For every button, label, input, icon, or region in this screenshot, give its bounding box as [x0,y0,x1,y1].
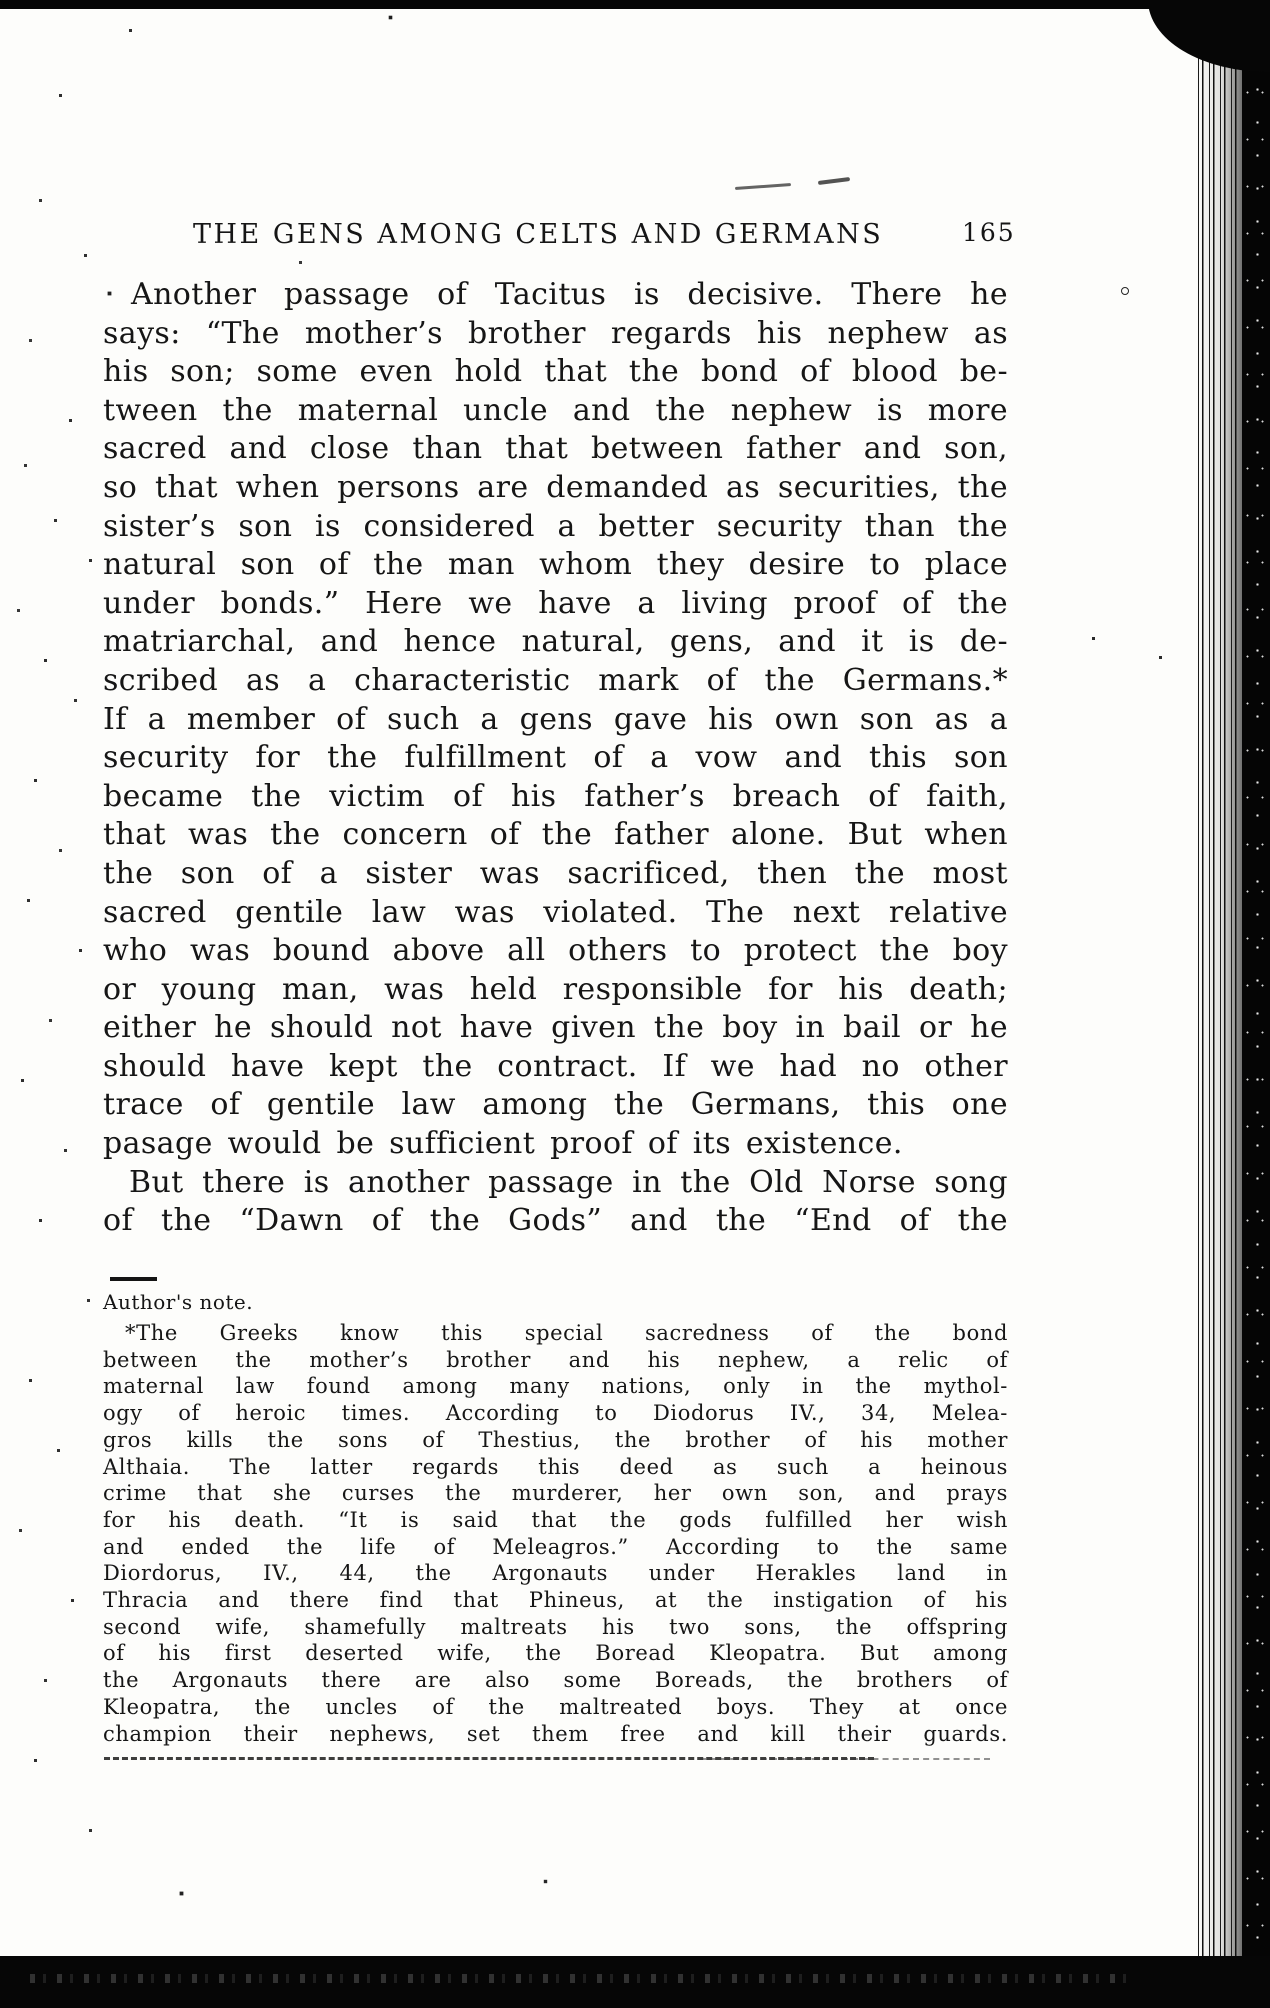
text-line: the son of a sister was sacrificed, then the most [103,855,1008,891]
footnote-line: second wife, shamefully maltreats his two sons, the offspring [103,1614,1008,1639]
ink-smudge [818,177,850,185]
text-line: of the “Dawn of the Gods” and the “End of the [103,1203,1008,1239]
footnote-line: Kleopatra, the uncles of the maltreated boys. They at once [103,1694,1008,1719]
text-line: his son; some even hold that the bond of blood be- [103,354,1008,390]
scan-right-edge [1242,0,1270,2008]
ink-smudge [735,183,791,190]
footnote-line: champion their nephews, set them free and kill their guards. [103,1721,1008,1746]
footnote-line: the Argonauts there are also some Boreads, the brothers of [103,1668,1008,1693]
book-fore-edge-stripes [1196,9,1242,1958]
text-line: security for the fulfillment of a vow and this son [103,740,1008,776]
footnote-line: of his first deserted wife, the Boread Kleopatra. But among [103,1641,1008,1666]
page-curl-corner [1148,0,1270,72]
footnote-text [103,1320,1008,1747]
bottom-dashed-rule-faint [700,1758,990,1760]
footnote-line: Althaia. The latter regards this deed as such a heinous [103,1454,1008,1479]
footnote-line: *The Greeks know this special sacredness of the bond [125,1321,1008,1345]
text-line: But there is another passage in the Old Norse song [129,1164,1008,1200]
text-line: trace of gentile law among the Germans, this one [103,1087,1008,1123]
page-number: 165 [962,218,1016,247]
bottom-edge-texture [30,1974,1130,1983]
text-line: sacred and close than that between father and son, [103,431,1008,467]
text-line: so that when persons are demanded as securities, the [103,469,1008,505]
text-line: natural son of the man whom they desire to place [103,547,1008,583]
footnote-line: between the mother’s brother and his nephew, a relic of [103,1347,1008,1372]
footnote-line: Thracia and there find that Phineus, at the instigation of his [103,1588,1008,1613]
text-line: should have kept the contract. If we had no other [103,1048,1008,1084]
text-line: matriarchal, and hence natural, gens, and it is de- [103,624,1008,660]
scan-noise-speckles [0,0,1,1]
text-line: that was the concern of the father alone. But when [103,817,1008,853]
scan-top-edge [0,0,1270,9]
text-line: either he should not have given the boy in bail or he [103,1010,1008,1046]
footnote-separator-rule [110,1277,157,1281]
footnote-line: gros kills the sons of Thestius, the brother of his mother [103,1427,1008,1452]
text-line: tween the maternal uncle and the nephew is more [103,392,1008,428]
text-line: If a member of such a gens gave his own son as a [103,701,1008,737]
footnote-line: maternal law found among many nations, only in the mythol- [103,1374,1008,1399]
footnote-line: ogy of heroic times. According to Diodorus IV., 34, Melea- [103,1401,1008,1426]
text-line: sister’s son is considered a better security than the [103,508,1008,544]
footnote-line: Diordorus, IV., 44, the Argonauts under Herakles land in [103,1561,1008,1586]
text-line: sacred gentile law was violated. The next relative [103,894,1008,930]
text-line: Another passage of Tacitus is decisive. There he [131,277,1008,312]
text-line: says: “The mother’s brother regards his nephew as [103,315,1008,351]
footnote-line: and ended the life of Meleagros.” According to the same [103,1534,1008,1559]
footnote-label: Author's note. [103,1290,254,1314]
text-line: pasage would be sufficient proof of its existence. [103,1126,903,1162]
text-line: or young man, was held responsible for his death; [103,971,1008,1007]
scan-bottom-edge [0,1956,1270,2008]
body-text [103,276,1008,1241]
running-header-title: THE GENS AMONG CELTS AND GERMANS [193,219,884,250]
text-line: became the victim of his father’s breach of faith, [103,778,1008,814]
text-line: who was bound above all others to protect the boy [103,933,1008,969]
footnote-line: for his death. “It is said that the gods fulfilled her wish [103,1507,1008,1532]
degree-speck-mark [1121,287,1129,295]
footnote-line: crime that she curses the murderer, her own son, and prays [103,1481,1008,1506]
text-line: scribed as a characteristic mark of the Germans.* [103,662,1008,698]
text-line: under bonds.” Here we have a living proof of the [103,585,1008,621]
